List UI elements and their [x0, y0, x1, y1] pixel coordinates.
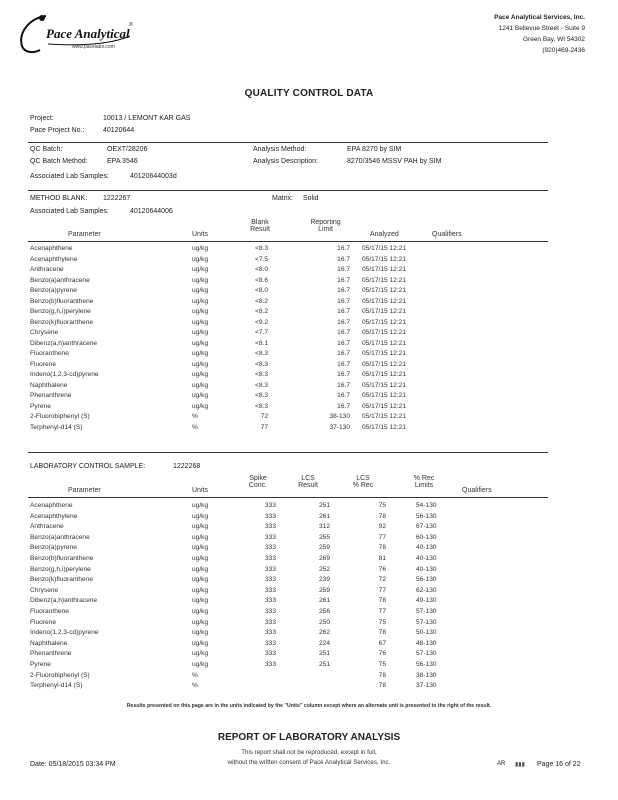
mb-analyzed: 05/17/15 12:21: [362, 245, 406, 252]
lcs-parameter: Anthracene: [30, 523, 64, 531]
mb-units: ug/kg: [192, 276, 209, 284]
mb-result: <8.3: [254, 360, 268, 368]
qc-batch-label: QC Batch:: [30, 146, 63, 153]
analysis-description-value: 8270/3546 MSSV PAH by SIM: [347, 158, 442, 165]
lcs-rec: 75: [378, 502, 386, 509]
mb-parameter: Acenaphthylene: [30, 255, 78, 263]
lcs-units: ug/kg: [192, 544, 209, 552]
lcs-units: ug/kg: [192, 565, 209, 573]
mb-result: <7.7: [254, 329, 268, 336]
mb-parameter: Benzo(g,h,i)perylene: [30, 308, 91, 315]
mb-limit: 16.7: [337, 371, 350, 378]
mb-result: <8.3: [254, 392, 268, 399]
lcs-rec: 76: [378, 565, 386, 573]
mb-limit: 16.7: [337, 276, 350, 284]
lcs-spike: 333: [264, 555, 276, 562]
mb-parameter: Fluorene: [30, 360, 57, 368]
lcs-limits: 57-130: [416, 618, 437, 626]
mb-parameter: Dibenz(a,h)anthracene: [30, 339, 98, 347]
mb-units: ug/kg: [192, 371, 209, 378]
lcs-result: 251: [318, 661, 330, 668]
logo-url: www.pacelabs.com: [72, 44, 115, 50]
mb-header-blank: [235, 219, 285, 233]
lcs-limits: 57-130: [416, 608, 437, 615]
lcs-header-rec: [343, 475, 383, 489]
lcs-parameter: 2-Fluorobiphenyl (S): [30, 671, 90, 679]
mb-parameter: Fluoranthene: [30, 350, 69, 357]
divider: [28, 497, 548, 498]
mb-limit: 16.7: [337, 297, 350, 305]
lcs-rec: 78: [378, 597, 386, 605]
lcs-limits: 49-130: [416, 597, 437, 605]
lcs-limits: 40-130: [416, 555, 437, 562]
lcs-limits: 54-130: [416, 502, 437, 509]
mb-limit: 16.7: [337, 402, 350, 410]
lcs-parameter: Naphthalene: [30, 639, 68, 647]
lcs-header-rec-line1: LCS: [356, 475, 370, 482]
lcs-header-spike-line1: Spike: [249, 475, 267, 482]
mb-limit: 16.7: [337, 245, 350, 252]
mb-units: ug/kg: [192, 402, 209, 410]
lcs-rec: 78: [378, 512, 386, 520]
lcs-result: 251: [318, 502, 330, 509]
lcs-limits: 56-130: [416, 661, 437, 668]
mb-result: <9.2: [254, 318, 268, 326]
mb-parameter: Benzo(a)anthracene: [30, 276, 90, 284]
lcs-limits: 56-130: [416, 512, 437, 520]
method-blank-label: METHOD BLANK:: [30, 195, 88, 202]
mb-analyzed: 05/17/15 12:21: [362, 339, 406, 347]
company-name: Pace Analytical Services, Inc.: [494, 14, 585, 21]
lcs-parameter: Dibenz(a,h)anthracene: [30, 597, 98, 605]
page-number: Page 16 of 22: [537, 761, 581, 768]
lcs-limits: 37-130: [416, 682, 437, 690]
lcs-units: ug/kg: [192, 608, 209, 615]
lcs-result: 261: [318, 597, 330, 605]
page-title: QUALITY CONTROL DATA: [244, 88, 374, 99]
divider: [28, 241, 548, 242]
lcs-rec: 81: [378, 555, 386, 562]
lcs-parameter: Acenaphthylene: [30, 512, 78, 520]
lcs-id: 1222268: [173, 463, 201, 470]
mb-units: ug/kg: [192, 360, 209, 368]
report-date: Date: 05/18/2015 03:34 PM: [30, 761, 116, 768]
company-address-line1: 1241 Bellevue Street - Suite 9: [498, 25, 585, 32]
mb-analyzed: 05/17/15 12:21: [362, 255, 406, 263]
project-value: 10013 / LEMONT KAR GAS: [103, 115, 191, 122]
mb-analyzed: 05/17/15 12:21: [362, 350, 406, 357]
mb-units: ug/kg: [192, 255, 209, 263]
mb-units: ug/kg: [192, 297, 209, 305]
lcs-limits: 60-130: [416, 533, 437, 541]
mb-analyzed: 05/17/15 12:21: [362, 276, 406, 284]
analysis-method-value: EPA 8270 by SIM: [347, 146, 402, 153]
lcs-rec: 75: [378, 661, 386, 668]
lcs-result: 259: [318, 586, 330, 594]
mb-result: <8.3: [254, 371, 268, 378]
lcs-parameter: Benzo(b)fluoranthene: [30, 555, 94, 562]
lcs-spike: 333: [264, 597, 276, 605]
report-initials: AR: [497, 761, 506, 767]
lcs-result: 252: [318, 565, 330, 573]
mb-units: ug/kg: [192, 287, 209, 294]
lcs-spike: 333: [264, 629, 276, 637]
lcs-spike: 333: [264, 639, 276, 647]
lcs-limits: 38-130: [416, 671, 437, 679]
lcs-spike: 333: [264, 586, 276, 594]
lcs-result: 259: [318, 544, 330, 552]
lcs-parameter: Terphenyl-d14 (S): [30, 682, 83, 690]
lcs-units: ug/kg: [192, 523, 209, 531]
lcs-result: 269: [318, 555, 330, 562]
mb-header-limit: [298, 219, 353, 233]
lcs-header-result-line1: LCS: [301, 475, 315, 482]
lcs-result: 239: [318, 576, 330, 584]
mb-header-units: Units: [192, 231, 208, 238]
mb-header-analyzed: Analyzed: [370, 231, 399, 238]
mb-result: <8.3: [254, 245, 268, 252]
mb-limit: 16.7: [337, 360, 350, 368]
mb-limit: 16.7: [337, 255, 350, 263]
mb-result: <8.2: [254, 297, 268, 305]
lcs-rec: 78: [378, 671, 386, 679]
method-blank-id: 1222267: [103, 195, 131, 202]
lcs-limits: 56-130: [416, 576, 437, 584]
lcs-units: ug/kg: [192, 661, 209, 668]
mb-units: ug/kg: [192, 339, 209, 347]
mb-analyzed: 05/17/15 12:21: [362, 381, 406, 389]
mb-result: <8.3: [254, 381, 268, 389]
mb-parameter: Indeno(1,2,3-cd)pyrene: [30, 371, 99, 378]
lcs-parameter: Fluorene: [30, 618, 57, 626]
lcs-spike: 333: [264, 523, 276, 531]
lcs-header-spike: [238, 475, 278, 489]
lcs-header-parameter: Parameter: [68, 487, 101, 494]
mb-analyzed: 05/17/15 12:21: [362, 329, 406, 336]
lcs-units: ug/kg: [192, 586, 209, 594]
lcs-spike: 333: [264, 502, 276, 509]
mb-limit: 16.7: [337, 350, 350, 357]
project-label: Project:: [30, 115, 54, 122]
mb-units: ug/kg: [192, 245, 209, 252]
mb-analyzed: 05/17/15 12:21: [362, 297, 406, 305]
pace-project-label: Pace Project No.:: [30, 127, 85, 134]
lcs-result: 251: [318, 650, 330, 658]
lcs-units: %: [192, 682, 198, 690]
mb-limit: 37-130: [329, 423, 350, 431]
mb-header-blank-line1: Blank: [251, 219, 269, 226]
lcs-limits: 50-130: [416, 629, 437, 637]
mb-analyzed: 05/17/15 12:21: [362, 371, 406, 378]
lcs-parameter: Pyrene: [30, 661, 51, 668]
analysis-description-label: Analysis Description:: [253, 158, 318, 165]
mb-result: <8.1: [254, 339, 268, 347]
report-subtitle-line1: This report shall not be reproduced, except in full,: [241, 749, 377, 756]
lcs-parameter: Fluoranthene: [30, 608, 69, 615]
lcs-limits: 40-130: [416, 544, 437, 552]
lcs-rec: 92: [378, 523, 386, 531]
lcs-units: ug/kg: [192, 502, 209, 509]
mb-analyzed: 05/17/15 12:21: [362, 360, 406, 368]
mb-limit: 16.7: [337, 381, 350, 389]
mb-result: <8.0: [254, 266, 268, 273]
divider: [28, 190, 548, 191]
lcs-parameter: Chrysene: [30, 586, 59, 594]
mb-parameter: Benzo(a)pyrene: [30, 287, 77, 294]
lcs-header-result-line2: Result: [298, 482, 318, 489]
lcs-header-limits: [404, 475, 444, 489]
mb-limit: 16.7: [337, 266, 350, 273]
mb-parameter: Benzo(b)fluoranthene: [30, 297, 94, 305]
lcs-result: 250: [318, 618, 330, 626]
lcs-parameter: Benzo(a)pyrene: [30, 544, 77, 552]
mb-parameter: 2-Fluorobiphenyl (S): [30, 413, 90, 420]
mb-units: ug/kg: [192, 266, 209, 273]
mb-limit: 16.7: [337, 318, 350, 326]
lcs-spike: 333: [264, 661, 276, 668]
mb-units: ug/kg: [192, 392, 209, 399]
mb-analyzed: 05/17/15 12:21: [362, 308, 406, 315]
mb-result: <8.3: [254, 350, 268, 357]
mb-parameter: Chrysene: [30, 329, 59, 336]
lcs-result: 255: [318, 533, 330, 541]
lcs-rec: 72: [378, 576, 386, 584]
barcode-icon: ▮▮▮: [515, 762, 525, 768]
lcs-header-qualifiers: Qualifiers: [462, 487, 492, 494]
lcs-rec: 77: [378, 586, 386, 594]
lcs-result: 312: [318, 523, 330, 531]
mb-result: <8.2: [254, 308, 268, 315]
company-logo: [12, 10, 142, 58]
mb-units: ug/kg: [192, 308, 209, 315]
matrix-label: Matrix:: [272, 195, 293, 202]
lcs-spike: 333: [264, 565, 276, 573]
lcs-header-result: [288, 475, 328, 489]
lcs-label: LABORATORY CONTROL SAMPLE:: [30, 463, 146, 470]
lcs-rec: 77: [378, 608, 386, 615]
mb-header-qualifiers: Qualifiers: [432, 231, 462, 238]
mb-units: ug/kg: [192, 329, 209, 336]
associated-samples-value: 40120644003d: [130, 173, 177, 180]
mb-units: %: [192, 423, 198, 431]
results-footnote: Results presented on this page are in the units indicated by the "Units" column except where an alternate unit is presented to the right of the result.: [126, 703, 492, 709]
lcs-limits: 40-130: [416, 565, 437, 573]
lcs-rec: 76: [378, 650, 386, 658]
mb-units: ug/kg: [192, 318, 209, 326]
mb-header-parameter: Parameter: [68, 231, 101, 238]
logo-text: Pace Analytical: [46, 26, 130, 41]
lcs-parameter: Benzo(k)fluoranthene: [30, 576, 94, 584]
mb-analyzed: 05/17/15 12:21: [362, 318, 406, 326]
lcs-spike: 333: [264, 576, 276, 584]
mb-limit: 16.7: [337, 339, 350, 347]
report-subtitle-line2: without the written consent of Pace Analytical Services, Inc.: [227, 759, 391, 766]
company-phone: (920)469-2436: [542, 47, 585, 54]
lcs-limits: 62-130: [416, 586, 437, 594]
lcs-parameter: Indeno(1,2,3-cd)pyrene: [30, 629, 99, 637]
company-address-line2: Green Bay, WI 54302: [522, 36, 585, 43]
lcs-header-limits-line2: Limits: [414, 482, 434, 489]
mb-parameter: Pyrene: [30, 402, 51, 410]
qc-batch-method-label: QC Batch Method:: [30, 158, 88, 165]
lcs-result: 224: [318, 639, 330, 647]
lcs-result: 261: [318, 512, 330, 520]
mb-associated-samples-label: Associated Lab Samples:: [30, 208, 109, 215]
lcs-rec: 78: [378, 629, 386, 637]
lcs-header-rec-line2: % Rec: [352, 482, 374, 489]
lcs-limits: 48-130: [416, 639, 437, 647]
lcs-limits: 57-130: [416, 650, 437, 658]
logo-trademark: ®: [129, 22, 133, 28]
mb-analyzed: 05/17/15 12:21: [362, 402, 406, 410]
mb-parameter: Phenanthrene: [30, 392, 72, 399]
lcs-spike: 333: [264, 618, 276, 626]
mb-limit: 16.7: [337, 392, 350, 399]
mb-header-limit-line1: Reporting: [310, 219, 341, 226]
mb-result: 77: [260, 423, 268, 431]
lcs-rec: 77: [378, 533, 386, 541]
lcs-spike: 333: [264, 544, 276, 552]
lcs-rec: 67: [378, 639, 386, 647]
pace-project-value: 40120644: [103, 127, 135, 134]
report-title: REPORT OF LABORATORY ANALYSIS: [217, 732, 401, 743]
qc-batch-value: OEXT/28206: [107, 146, 148, 153]
lcs-parameter: Benzo(a)anthracene: [30, 533, 90, 541]
lcs-rec: 75: [378, 618, 386, 626]
lcs-header-spike-line2: Conc.: [248, 482, 268, 489]
divider: [28, 142, 548, 143]
lcs-units: ug/kg: [192, 639, 209, 647]
mb-analyzed: 05/17/15 12:21: [362, 287, 406, 294]
mb-parameter: Terphenyl-d14 (S): [30, 423, 83, 431]
mb-header-blank-line2: Result: [250, 226, 270, 233]
lcs-result: 262: [318, 629, 330, 637]
lcs-units: ug/kg: [192, 629, 209, 637]
lcs-spike: 333: [264, 533, 276, 541]
mb-parameter: Benzo(k)fluoranthene: [30, 318, 94, 326]
lcs-rec: 78: [378, 682, 386, 690]
mb-parameter: Naphthalene: [30, 381, 68, 389]
matrix-value: Solid: [303, 195, 319, 202]
company-address: [494, 12, 585, 56]
mb-result: 72: [260, 413, 268, 420]
mb-units: ug/kg: [192, 350, 209, 357]
analysis-method-label: Analysis Method:: [253, 146, 307, 153]
lcs-spike: 333: [264, 650, 276, 658]
mb-units: %: [192, 413, 198, 420]
mb-limit: 16.7: [337, 329, 350, 336]
qc-batch-method-value: EPA 3546: [107, 158, 138, 165]
mb-result: <8.6: [254, 276, 268, 284]
lcs-header-units: Units: [192, 487, 208, 494]
lcs-units: ug/kg: [192, 618, 209, 626]
associated-samples-label: Associated Lab Samples:: [30, 173, 109, 180]
lcs-parameter: Benzo(g,h,i)perylene: [30, 565, 91, 573]
lcs-header-limits-line1: % Rec: [413, 475, 435, 482]
mb-units: ug/kg: [192, 381, 209, 389]
lcs-units: ug/kg: [192, 597, 209, 605]
mb-limit: 16.7: [337, 308, 350, 315]
lcs-parameter: Phenanthrene: [30, 650, 72, 658]
mb-limit: 16.7: [337, 287, 350, 294]
mb-analyzed: 05/17/15 12:21: [362, 423, 406, 431]
mb-result: <7.5: [254, 255, 268, 263]
mb-parameter: Anthracene: [30, 266, 64, 273]
mb-result: <8.0: [254, 287, 268, 294]
mb-header-limit-line2: Limit: [318, 226, 333, 233]
mb-limit: 38-130: [329, 413, 350, 420]
lcs-units: ug/kg: [192, 555, 209, 562]
lcs-units: ug/kg: [192, 576, 209, 584]
mb-associated-samples-value: 40120644006: [130, 208, 173, 215]
mb-analyzed: 05/17/15 12:21: [362, 392, 406, 399]
lcs-units: %: [192, 671, 198, 679]
mb-result: <8.3: [254, 402, 268, 410]
mb-analyzed: 05/17/15 12:21: [362, 413, 406, 420]
lcs-spike: 333: [264, 608, 276, 615]
divider: [28, 452, 548, 453]
lcs-rec: 78: [378, 544, 386, 552]
lcs-parameter: Acenaphthene: [30, 502, 73, 509]
lcs-spike: 333: [264, 512, 276, 520]
mb-analyzed: 05/17/15 12:21: [362, 266, 406, 273]
mb-parameter: Acenaphthene: [30, 245, 73, 252]
lcs-limits: 67-130: [416, 523, 437, 531]
lcs-units: ug/kg: [192, 533, 209, 541]
lcs-units: ug/kg: [192, 512, 209, 520]
lcs-result: 256: [318, 608, 330, 615]
lcs-units: ug/kg: [192, 650, 209, 658]
